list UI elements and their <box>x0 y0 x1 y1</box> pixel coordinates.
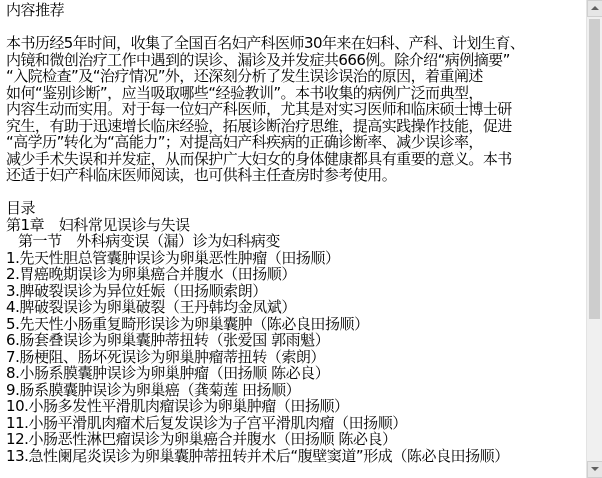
toc-item: 2.胃癌晚期误诊为卵巢癌合并腹水（田扬顺） <box>6 265 296 283</box>
toc-section: 第一节 外科病变误（漏）诊为妇科病变 <box>18 232 280 250</box>
scroll-up-button[interactable] <box>587 0 602 17</box>
vertical-scrollbar[interactable] <box>586 0 602 478</box>
paragraph-line: “高学历”转化为“高能力”；对提高妇产科疾病的正确诊断率、减少误诊率， <box>6 133 483 151</box>
intro-heading: 内容推荐 <box>6 1 65 19</box>
scrollbar-thumb[interactable] <box>589 19 600 319</box>
paragraph-line: 内容生动而实用。对于每一位妇产科医师，尤其是对实习医师和临床硕士博士研 <box>6 100 512 118</box>
paragraph-line: 究生，有助于迅速增长临床经验，拓展诊断治疗思维，提高实践操作技能，促进 <box>6 116 512 135</box>
toc-item: 4.脾破裂误诊为卵巢破裂（王丹韩均金凤斌） <box>6 298 296 316</box>
toc-item: 13.急性阑尾炎误诊为卵巢囊肿蒂扭转并术后“腹壁窦道”形成（陈必良田扬顺） <box>6 446 509 465</box>
toc-item: 6.肠套叠误诊为卵巢囊肿蒂扭转（张爱国 郭雨魁） <box>6 331 330 349</box>
paragraph-line: 本书历经5年时间，收集了全国百名妇产科医师30年来在妇科、产科、计划生育、 <box>6 34 525 52</box>
toc-item: 7.肠梗阻、肠坏死误诊为卵巢肿瘤蒂扭转（索朗） <box>6 347 325 366</box>
toc-item: 5.先天性小肠重复畸形误诊为卵巢囊肿（陈必良田扬顺） <box>6 314 369 333</box>
toc-item: 9.肠系膜囊肿误诊为卵巢癌（龚菊莲 田扬顺） <box>6 380 301 399</box>
blank-line <box>6 184 586 201</box>
toc-item: 8.小肠系膜囊肿误诊为卵巢肿瘤（田扬顺 陈必良） <box>6 364 330 382</box>
chevron-up-icon <box>591 5 599 11</box>
blank-line <box>6 19 586 36</box>
paragraph-line: “入院检查”及“治疗情况”外，还深刻分析了发生误诊误治的原因，着重阐述 <box>6 67 483 85</box>
paragraph-line: 内镜和微创治疗工作中遇到的误诊、漏诊及并发症共666例。除介绍“病例摘要” <box>6 50 510 69</box>
toc-list <box>6 250 586 465</box>
scroll-down-button[interactable] <box>587 461 602 478</box>
chevron-down-icon <box>591 466 599 472</box>
paragraph-line: 如何“鉴别诊断”，应当吸取哪些“经验教训”。本书收集的病例广泛而典型， <box>6 83 483 102</box>
paragraph-line: 还适于妇产科临床医师阅读，也可供科主任查房时参考使用。 <box>6 166 397 184</box>
paragraph-line: 减少手术失误和并发症，从而保护广大妇女的身体健康都具有重要的意义。本书 <box>6 149 512 168</box>
intro-paragraph <box>6 35 586 184</box>
toc-item: 1.先天性胆总管囊肿误诊为卵巢恶性肿瘤（田扬顺） <box>6 248 340 267</box>
toc-chapter: 第1章 妇科常见误诊与失误 <box>6 215 190 234</box>
toc-heading: 目录 <box>6 199 36 217</box>
toc-item: 3.脾破裂误诊为异位妊娠（田扬顺索朗） <box>6 281 267 300</box>
toc-item: 10.小肠多发性平滑肌肉瘤误诊为卵巢肿瘤（田扬顺） <box>6 397 349 415</box>
toc-item: 11.小肠平滑肌肉瘤术后复发误诊为子宫平滑肌肉瘤（田扬顺） <box>6 413 407 432</box>
toc-item: 12.小肠恶性淋巴瘤误诊为卵巢癌合并腹水（田扬顺 陈必良） <box>6 430 397 448</box>
